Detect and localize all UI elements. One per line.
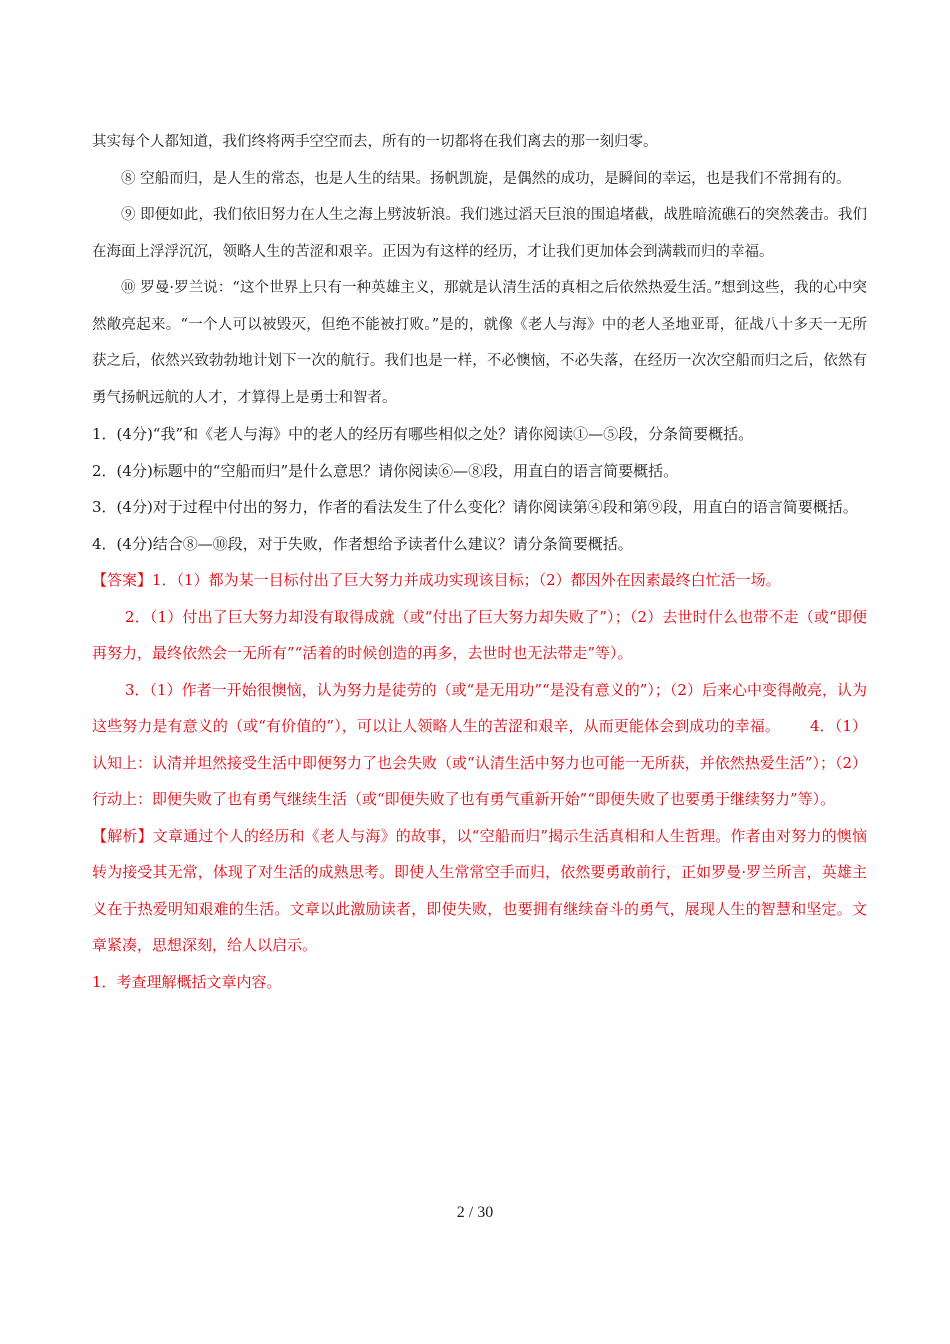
question-1: 1．(4分)“我”和《老人与海》中的老人的经历有哪些相似之处？请你阅读①—⑤段，分条简要概括。 bbox=[92, 425, 754, 443]
analysis-text: 文章通过个人的经历和《老人与海》的故事，以“空船而归”揭示生活真相和人生哲理。作者由对努力的懊恼转为接受其无常，体现了对生活的成熟思考。即使人生常常空手而归，依然要勇敢前行，正如罗曼·罗兰所言，英雄主义在于热爱明知艰难的生活。文章以此激励读者，即使失败，也要拥有继续奋斗的勇气，展现人生的智慧和坚定。文章紧凑，思想深刻，给人以启示。 bbox=[92, 826, 867, 954]
page-number: 2 / 30 bbox=[456, 1204, 494, 1221]
story-paragraph-continued: 其实每个人都知道，我们终将两手空空而去，所有的一切都将在我们离去的那一刻归零。 bbox=[92, 134, 658, 150]
story-paragraph-10: ⑩ 罗曼·罗兰说：“这个世界上只有一种英雄主义，那就是认清生活的真相之后依然热爱生活。”想到这些，我的心中突然敞亮起来。“一个人可以被毁灭，但绝不能被打败。”是的，就像《老人与海》中的老人圣地亚哥，征战八十多天一无所获之后，依然兴致勃勃地计划下一次的航行。我们也是一样，不必懊恼，不必失落，在经历一次次空船而归之后，依然有勇气扬帆远航的人才，才算得上是勇士和智者。 bbox=[92, 280, 867, 406]
analysis-tag: 【解析】 bbox=[92, 826, 153, 845]
answer-1-text: 1．（1）都为某一目标付出了巨大努力并成功实现该目标；（2）都因外在因素最终白忙活一场。 bbox=[152, 571, 781, 589]
question-2: 2．(4分)标题中的“空船而归”是什么意思？请你阅读⑥—⑧段，用直白的语言简要概括。 bbox=[92, 461, 679, 480]
question-4: 4．(4分)结合⑧—⑩段，对于失败，作者想给予读者什么建议？请分条简要概括。 bbox=[92, 534, 633, 553]
analysis-paragraph bbox=[92, 818, 867, 964]
answer-tag: 【答案】 bbox=[92, 571, 153, 589]
answer-3-and-4 bbox=[92, 672, 867, 818]
analysis-item-1: 1．考查理解概括文章内容。 bbox=[92, 972, 282, 991]
answer-1 bbox=[92, 562, 867, 599]
answer-2: 2．（1）付出了巨大努力却没有取得成就（或“付出了巨大努力却失败了”）；（2）去世时什么也带不走（或“即便再努力，最终依然会一无所有”“活着的时候创造的再多，去世时也无法带走”等）。 bbox=[92, 607, 867, 662]
question-3: 3．(4分)对于过程中付出的努力，作者的看法发生了什么变化？请你阅读第④段和第⑨段，用直白的语言简要概括。 bbox=[92, 498, 858, 516]
story-paragraph-9: ⑨ 即便如此，我们依旧努力在人生之海上劈波斩浪。我们逃过滔天巨浪的围追堵截，战胜暗流礁石的突然袭击。我们在海面上浮浮沉沉，领略人生的苦涩和艰辛。正因为有这样的经历，才让我们更加体会到满载而归的幸福。 bbox=[92, 207, 867, 260]
story-paragraph-8: ⑧ 空船而归，是人生的常态，也是人生的结果。扬帆凯旋，是偶然的成功，是瞬间的幸运，也是我们不常拥有的。 bbox=[121, 170, 851, 187]
answer-4-text: 4．（1）认知上：认清并坦然接受生活中即便努力了也会失败（或“认清生活中努力也可能一无所获，并依然热爱生活”）；（2）行动上：即便失败了也有勇气继续生活（或“即便失败了也有勇气重新开始”“即便失败了也要勇于继续努力”等）。 bbox=[92, 717, 867, 808]
page-content bbox=[92, 124, 867, 1000]
answer-3-text: 3．（1）作者一开始很懊恼，认为努力是徒劳的（或“是无用功”“是没有意义的”）；（2）后来心中变得敞亮，认为这些努力是有意义的（或“有价值的”），可以让人领略人生的苦涩和艰辛，从而更能体会到成功的幸福。 bbox=[92, 680, 867, 735]
